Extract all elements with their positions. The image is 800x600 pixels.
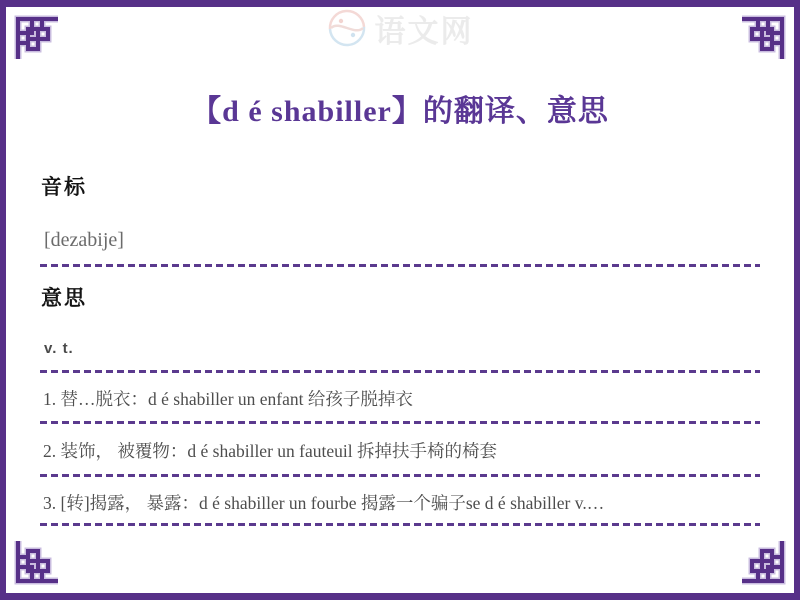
corner-ornament-icon [8,539,60,591]
definition-item: 3. [转]揭露， 暴露：d é shabiller un fourbe 揭露一个骗子se d é shabiller v.… [43,493,605,513]
phonetic-section-header: 音标 [41,175,87,199]
site-logo-text: 语文网 [374,13,474,49]
frame-border-bottom [0,593,800,600]
phonetic-value: [dezabije] [44,229,124,251]
dashed-divider [40,421,760,424]
site-logo [0,7,800,49]
dashed-divider [40,474,760,477]
yin-yang-fish-icon [327,8,367,48]
dashed-divider [40,370,760,373]
definition-item: 2. 装饰， 被覆物：d é shabiller un fauteuil 拆掉扶手椅的椅套 [43,441,497,461]
page-title: 【d é shabiller】的翻译、意思 [191,95,609,128]
definition-item: 1. 替…脱衣：d é shabiller un enfant 给孩子脱掉衣 [43,389,413,409]
corner-ornament-icon [740,539,792,591]
meaning-section-header: 意思 [41,286,87,310]
dashed-divider [40,264,760,267]
part-of-speech-label: v. t. [44,340,74,357]
dashed-divider [40,523,760,526]
